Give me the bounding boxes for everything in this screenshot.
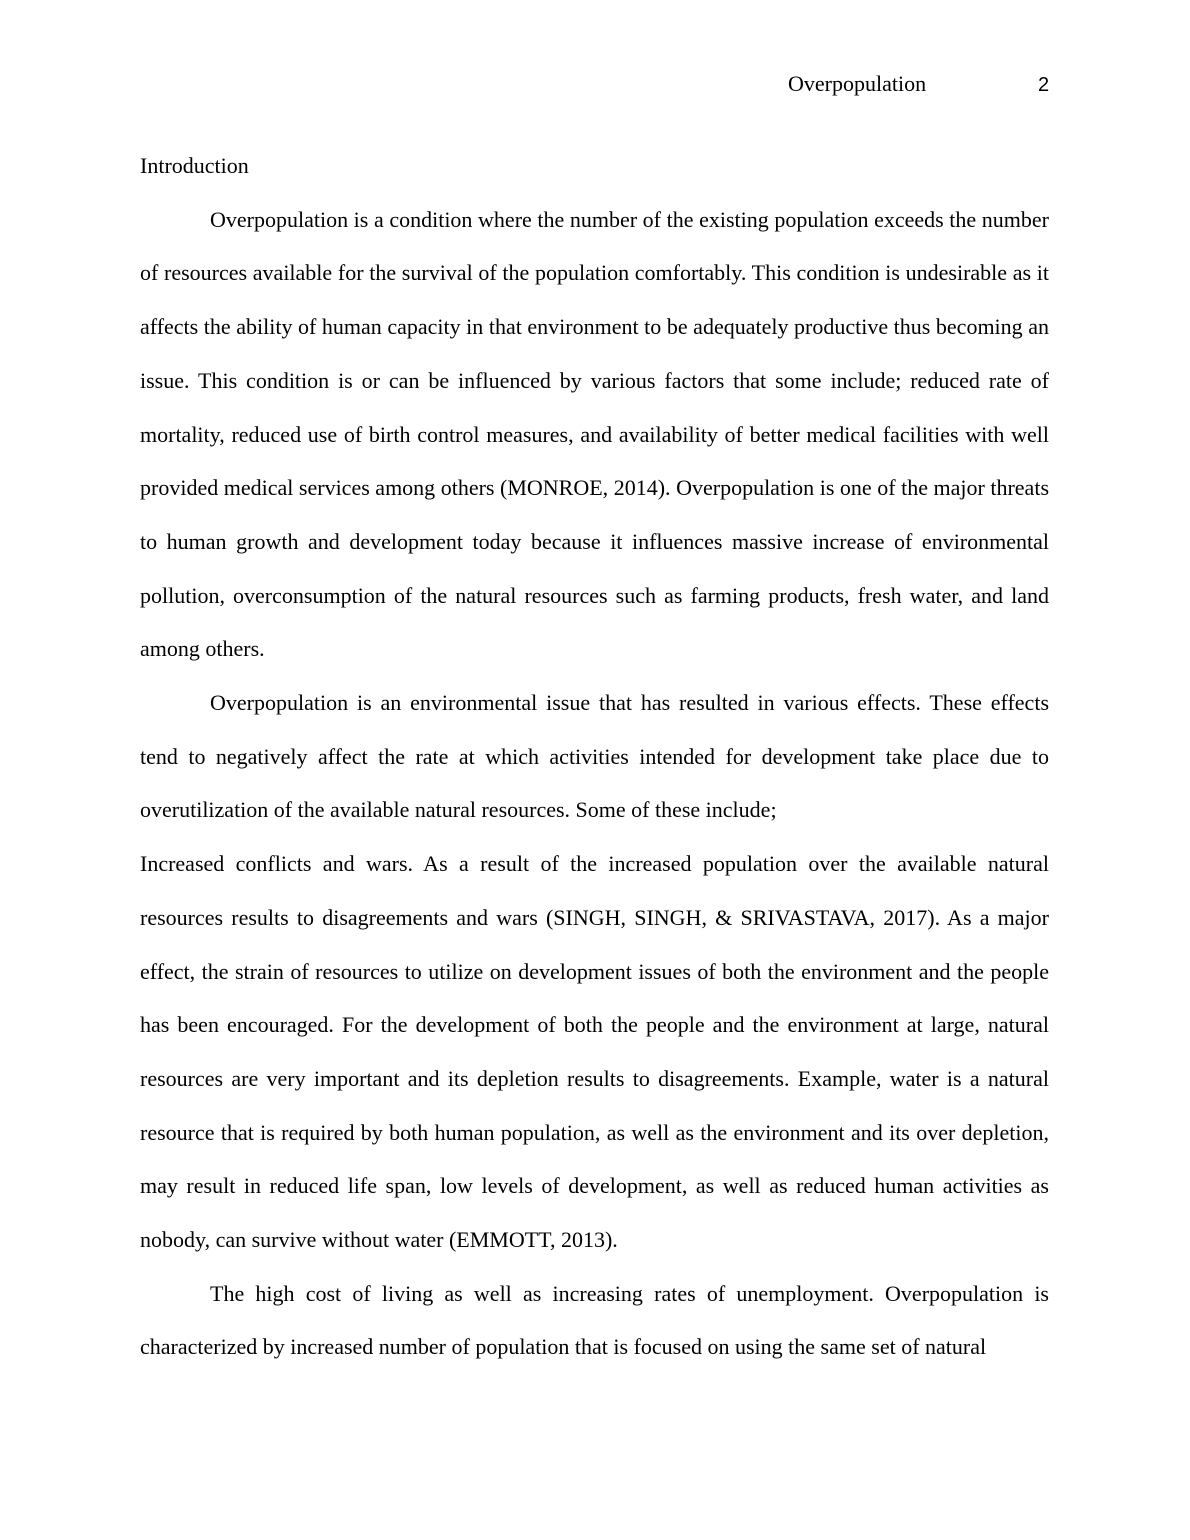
paragraph: Overpopulation is a condition where the number of the existing population exceeds the number of resources available for the survival of the population comfortably. This condition is undesirable as it affects the ability of human capacity in that environment to be adequately productive thus becoming an issue. This condition is or can be influenced by various factors that some include; reduced rate of mortality, reduced use of birth control measures, and availability of better medical facilities with well provided medical services among others (MONROE, 2014). Overpopulation is one of the major threats to human growth and development today because it influences massive increase of environmental pollution, overconsumption of the natural resources such as farming products, fresh water, and land among others. xyxy=(140,206,1049,662)
paragraph: Increased conflicts and wars. As a result of the increased population over the available natural resources results to disagreements and wars (SINGH, SINGH, & SRIVASTAVA, 2017). As a major effect, the strain of resources to utilize on development issues of both the environment and the people has been encouraged. For the development of both the people and the environment at large, natural resources are very important and its depletion results to disagreements. Example, water is a natural resource that is required by both human population, as well as the environment and its over depletion, may result in reduced life span, low levels of development, as well as reduced human activities as nobody, can survive without water (EMMOTT, 2013). xyxy=(140,851,1049,1253)
paragraph: The high cost of living as well as increasing rates of unemployment. Overpopulation is characterized by increased number of population that is focused on using the same set of natural xyxy=(140,1280,1049,1360)
paragraph: Overpopulation is an environmental issue that has resulted in various effects. These effects tend to negatively affect the rate at which activities intended for development take place due to overutilization of the available natural resources. Some of these include; xyxy=(140,690,1049,823)
running-head: Overpopulation xyxy=(788,71,927,96)
page-number: 2 xyxy=(1038,74,1050,96)
document-body xyxy=(140,139,1049,1374)
section-heading: Introduction xyxy=(140,153,249,178)
